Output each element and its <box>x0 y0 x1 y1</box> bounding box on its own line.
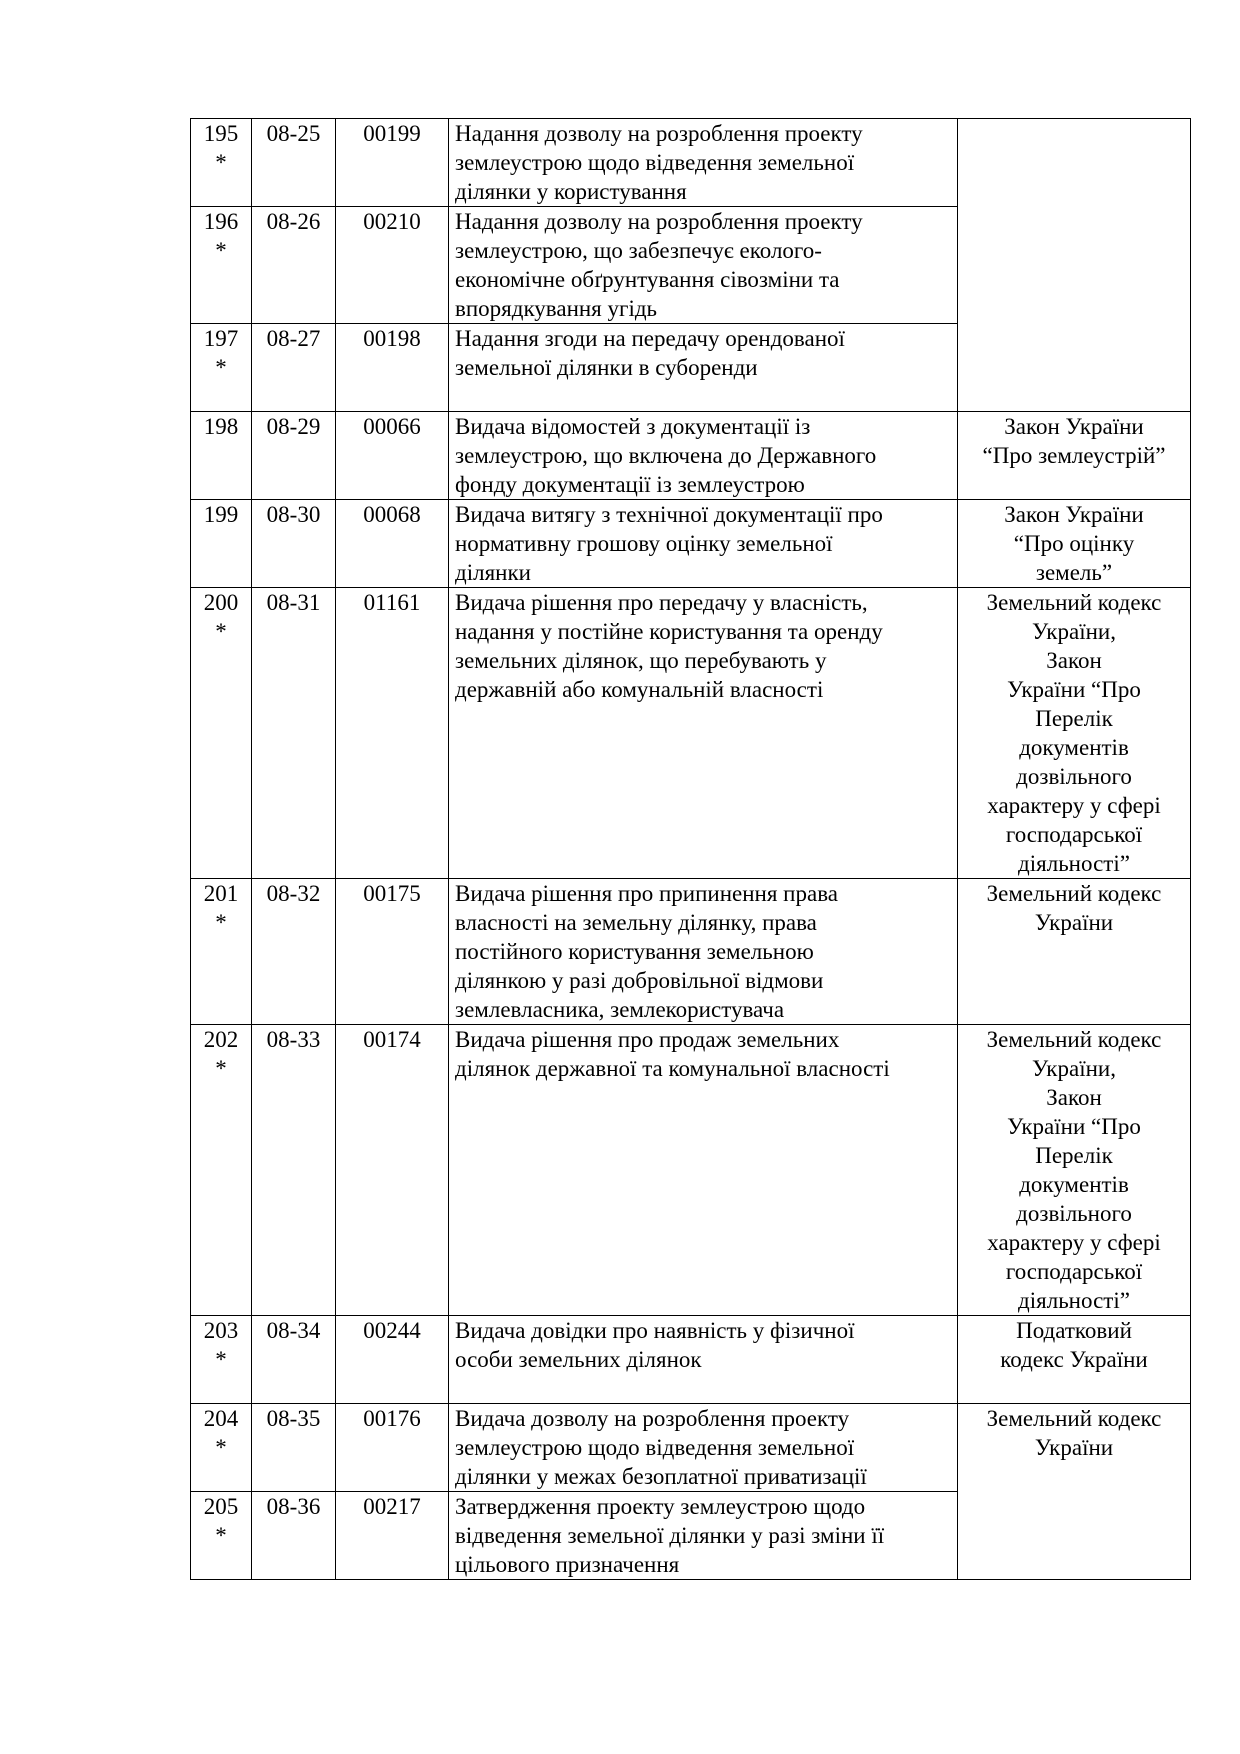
service-name: Видача довідки про наявність у фізичної особи земельних ділянок <box>449 1316 958 1404</box>
row-code: 08-31 <box>252 588 336 879</box>
asterisk-mark: * <box>215 355 227 380</box>
row-id: 00217 <box>336 1492 449 1580</box>
service-name: Надання дозволу на розроблення проекту землеустрою щодо відведення земельної ділянки у користування <box>449 119 958 207</box>
asterisk-mark: * <box>215 619 227 644</box>
row-id: 00175 <box>336 879 449 1025</box>
service-name: Видача відомостей з документації із землеустрою, що включена до Державного фонду документації із землеустрою <box>449 412 958 500</box>
row-number: 203 * <box>191 1316 252 1404</box>
row-number: 195 * <box>191 119 252 207</box>
table-row <box>191 1025 1191 1316</box>
legal-basis: Закон України “Про землеустрій” <box>958 412 1191 500</box>
asterisk-mark: * <box>215 150 227 175</box>
row-id: 00068 <box>336 500 449 588</box>
table-row <box>191 412 1191 500</box>
service-name: Надання згоди на передачу орендованої земельної ділянки в суборенди <box>449 324 958 412</box>
row-id: 00176 <box>336 1404 449 1492</box>
services-table <box>190 118 1191 1580</box>
service-name: Надання дозволу на розроблення проекту землеустрою, що забезпечує еколого- економічне обґрунтування сівозміни та впорядкування угідь <box>449 207 958 324</box>
row-code: 08-27 <box>252 324 336 412</box>
row-code: 08-32 <box>252 879 336 1025</box>
row-number: 199 <box>191 500 252 588</box>
asterisk-mark: * <box>215 1347 227 1372</box>
legal-basis <box>958 119 1191 412</box>
service-name: Видача рішення про продаж земельних ділянок державної та комунальної власності <box>449 1025 958 1316</box>
row-code: 08-29 <box>252 412 336 500</box>
row-code: 08-34 <box>252 1316 336 1404</box>
table-row <box>191 879 1191 1025</box>
row-number: 202 * <box>191 1025 252 1316</box>
row-number: 201 * <box>191 879 252 1025</box>
asterisk-mark: * <box>215 238 227 263</box>
table-row <box>191 588 1191 879</box>
asterisk-mark: * <box>215 910 227 935</box>
service-name: Затвердження проекту землеустрою щодо відведення земельної ділянки у разі зміни її цільового призначення <box>449 1492 958 1580</box>
row-id: 00066 <box>336 412 449 500</box>
legal-basis: Податковий кодекс України <box>958 1316 1191 1404</box>
service-name: Видача рішення про передачу у власність, надання у постійне користування та оренду земельних ділянок, що перебувають у державній або комунальній власності <box>449 588 958 879</box>
legal-basis: Закон України “Про оцінку земель” <box>958 500 1191 588</box>
service-name: Видача дозволу на розроблення проекту землеустрою щодо відведення земельної ділянки у межах безоплатної приватизації <box>449 1404 958 1492</box>
row-code: 08-30 <box>252 500 336 588</box>
table-row <box>191 1316 1191 1404</box>
row-number: 205 * <box>191 1492 252 1580</box>
row-number: 204 * <box>191 1404 252 1492</box>
table-row <box>191 119 1191 207</box>
legal-basis: Земельний кодекс України <box>958 1404 1191 1580</box>
row-code: 08-36 <box>252 1492 336 1580</box>
row-number: 198 <box>191 412 252 500</box>
service-name: Видача рішення про припинення права власності на земельну ділянку, права постійного користування земельною ділянкою у разі добровільної відмови землевласника, землекористувача <box>449 879 958 1025</box>
asterisk-mark: * <box>215 1435 227 1460</box>
row-code: 08-25 <box>252 119 336 207</box>
table-row <box>191 1404 1191 1492</box>
row-id: 00174 <box>336 1025 449 1316</box>
row-code: 08-35 <box>252 1404 336 1492</box>
asterisk-mark: * <box>215 1056 227 1081</box>
row-id: 01161 <box>336 588 449 879</box>
legal-basis: Земельний кодекс України <box>958 879 1191 1025</box>
asterisk-mark: * <box>215 1523 227 1548</box>
legal-basis: Земельний кодекс України, Закон України “Про Перелік документів дозвільного характеру у сфері господарської діяльності” <box>958 1025 1191 1316</box>
row-number: 200 * <box>191 588 252 879</box>
row-id: 00199 <box>336 119 449 207</box>
legal-basis: Земельний кодекс України, Закон України “Про Перелік документів дозвільного характеру у сфері господарської діяльності” <box>958 588 1191 879</box>
service-name: Видача витягу з технічної документації про нормативну грошову оцінку земельної ділянки <box>449 500 958 588</box>
table-row <box>191 500 1191 588</box>
row-number: 196 * <box>191 207 252 324</box>
row-id: 00244 <box>336 1316 449 1404</box>
row-number: 197 * <box>191 324 252 412</box>
row-id: 00210 <box>336 207 449 324</box>
row-code: 08-26 <box>252 207 336 324</box>
row-code: 08-33 <box>252 1025 336 1316</box>
row-id: 00198 <box>336 324 449 412</box>
